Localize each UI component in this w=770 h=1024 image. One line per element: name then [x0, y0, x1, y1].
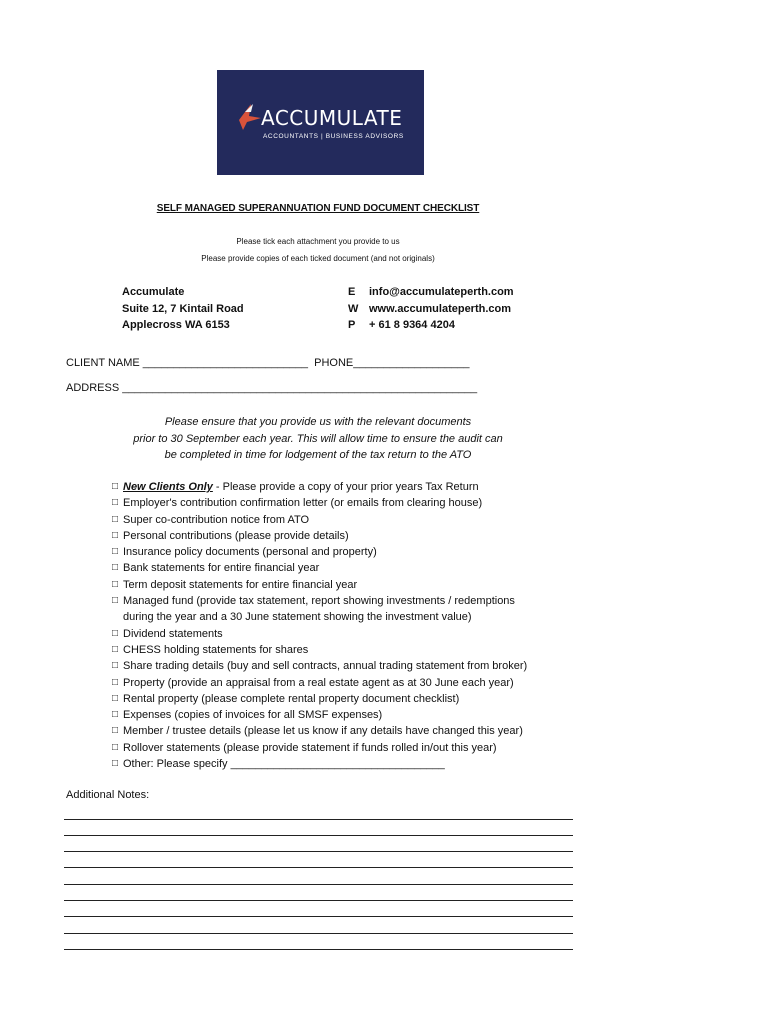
checklist-item: [112, 626, 572, 642]
contact-key: P: [348, 319, 356, 331]
email-value[interactable]: info@accumulateperth.com: [369, 286, 514, 298]
new-clients-text: - Please provide a copy of your prior years Tax Return: [212, 481, 479, 493]
checklist-item: [112, 723, 572, 739]
notes-line[interactable]: [64, 835, 573, 836]
checkbox[interactable]: □: [112, 481, 119, 492]
notes-line[interactable]: [64, 900, 573, 901]
instruction-tick: Please tick each attachment you provide to us: [236, 237, 400, 246]
checklist-label: Dividend statements: [123, 627, 223, 640]
contact-email: [348, 284, 514, 301]
contact-phone: [348, 317, 514, 334]
checkbox[interactable]: □: [112, 627, 119, 639]
checkbox[interactable]: □: [112, 595, 119, 607]
checkbox[interactable]: □: [112, 643, 119, 655]
checklist-label: Share trading details (buy and sell contracts, annual trading statement from broker): [123, 660, 528, 673]
client-name-field[interactable]: CLIENT NAME ___________________________: [66, 357, 308, 369]
checklist-label: Rental property (please complete rental property document checklist): [123, 692, 460, 705]
checklist-item: [112, 495, 572, 511]
checklist-item: [112, 675, 572, 691]
checklist-label: Property (provide an appraisal from a real estate agent as at 30 June each year): [123, 676, 514, 689]
address-line: Applecross WA 6153: [122, 319, 230, 331]
checklist-item: [112, 740, 572, 756]
checklist-label: Expenses (copies of invoices for all SMSF expenses): [123, 709, 383, 722]
checkbox[interactable]: □: [112, 676, 119, 688]
website-value[interactable]: www.accumulateperth.com: [369, 302, 512, 315]
checkbox[interactable]: □: [112, 529, 119, 541]
deadline-notice: [0, 414, 636, 464]
notes-line[interactable]: [64, 867, 573, 868]
checklist-item-other: [112, 756, 572, 772]
notes-line[interactable]: [64, 949, 573, 950]
firm-address: [122, 284, 244, 334]
checklist-label-continued: during the year and a 30 June statement showing the investment value): [123, 611, 472, 624]
checklist-label: Super co-contribution notice from ATO: [123, 513, 310, 526]
checkbox[interactable]: □: [112, 725, 119, 737]
notes-line[interactable]: [64, 884, 573, 885]
other-specify-field[interactable]: Other: Please specify ___________________________________: [123, 758, 445, 771]
document-checklist: [112, 479, 572, 772]
checklist-item-new-clients: [112, 479, 572, 495]
checkbox[interactable]: □: [112, 660, 119, 672]
notice-line: be completed in time for lodgement of the tax return to the ATO: [164, 449, 472, 461]
checklist-label: Rollover statements (please provide statement if funds rolled in/out this year): [123, 741, 497, 754]
checklist-item: [112, 707, 572, 723]
company-logo: [217, 70, 424, 175]
notes-line[interactable]: [64, 851, 573, 852]
notice-line: prior to 30 September each year. This will allow time to ensure the audit can: [133, 432, 503, 445]
checkbox[interactable]: □: [112, 546, 119, 558]
checkbox[interactable]: □: [112, 709, 119, 721]
notes-line[interactable]: [64, 819, 573, 820]
checklist-item: [112, 544, 572, 560]
firm-contacts: [348, 284, 514, 334]
contact-website: [348, 301, 514, 318]
client-phone-row: [66, 357, 469, 369]
page-title: SELF MANAGED SUPERANNUATION FUND DOCUMENT CHECKLIST: [156, 203, 480, 214]
address-line: Suite 12, 7 Kintail Road: [122, 302, 244, 315]
checklist-item: [112, 658, 572, 674]
checkbox[interactable]: □: [112, 692, 119, 704]
checklist-label: Member / trustee details (please let us know if any details have changed this year): [123, 725, 523, 738]
contact-key: E: [348, 286, 356, 298]
address-line: Accumulate: [122, 286, 185, 298]
new-clients-label: New Clients Only: [123, 481, 213, 493]
checklist-label: Employer's contribution confirmation letter (or emails from clearing house): [123, 497, 483, 510]
checkbox[interactable]: □: [112, 758, 119, 770]
checklist-label: Personal contributions (please provide details): [123, 529, 349, 542]
checklist-item-managed-fund: [112, 593, 572, 626]
checklist-label: CHESS holding statements for shares: [123, 643, 309, 656]
contact-key: W: [348, 302, 359, 315]
checklist-item: [112, 560, 572, 576]
checkbox[interactable]: □: [112, 741, 119, 753]
phone-field[interactable]: PHONE___________________: [314, 357, 470, 369]
checklist-item: [112, 528, 572, 544]
checklist-item: [112, 642, 572, 658]
additional-notes-label: Additional Notes:: [66, 789, 150, 801]
checkbox[interactable]: □: [112, 562, 119, 574]
checklist-label: Bank statements for entire financial year: [123, 562, 320, 575]
notes-line[interactable]: [64, 916, 573, 917]
logo-brand: ACCUMULATE: [261, 106, 403, 130]
checklist-item: [112, 577, 572, 593]
checkbox[interactable]: □: [112, 513, 119, 525]
phone-value: + 61 8 9364 4204: [369, 319, 455, 331]
checklist-item: [112, 691, 572, 707]
checkbox[interactable]: □: [112, 497, 119, 509]
notes-line[interactable]: [64, 933, 573, 934]
instruction-copies: Please provide copies of each ticked document (and not originals): [201, 254, 435, 263]
checklist-label: Insurance policy documents (personal and property): [123, 546, 377, 559]
notice-line: Please ensure that you provide us with the relevant documents: [164, 416, 472, 428]
checklist-label: Managed fund (provide tax statement, report showing investments / redemptions: [123, 595, 515, 608]
checklist-item: [112, 512, 572, 528]
checkbox[interactable]: □: [112, 578, 119, 590]
checklist-label: Term deposit statements for entire financial year: [123, 578, 358, 591]
arrow-star-icon: [237, 100, 263, 132]
logo-tagline: ACCOUNTANTS | BUSINESS ADVISORS: [263, 133, 404, 140]
address-field[interactable]: ADDRESS __________________________________________________________: [66, 382, 478, 394]
